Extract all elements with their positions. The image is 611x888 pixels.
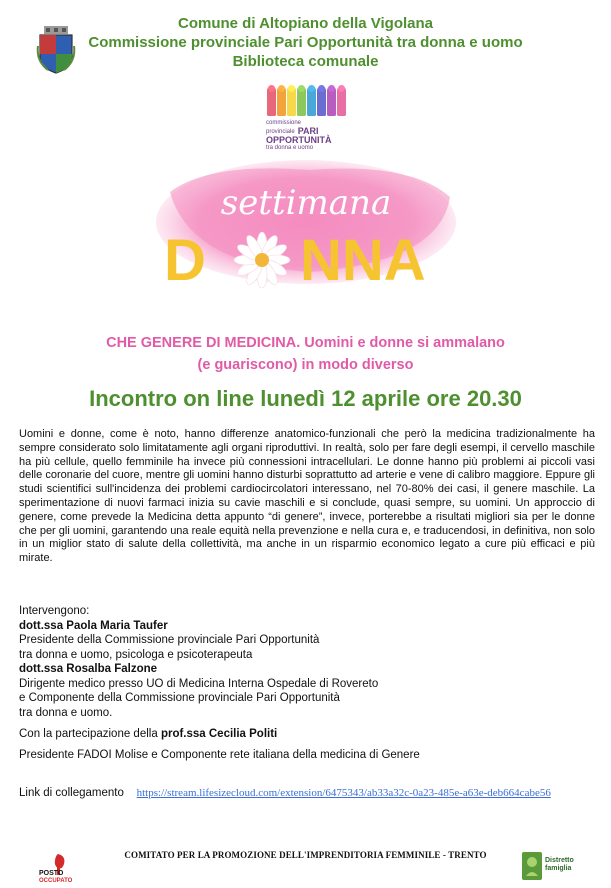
footer-committee: COMITATO PER LA PROMOZIONE DELL'IMPRENDITORIA FEMMINILE - TRENTO (124, 850, 487, 860)
header-library: Biblioteca comunale (232, 53, 379, 70)
speaker2-name: dott.ssa Rosalba Falzone (19, 663, 158, 675)
people-figures-icon (264, 86, 348, 118)
subtitle-line2: (e guariscono) in modo diverso (197, 357, 414, 373)
logo-word-opportunita: OPPORTUNITÀ (266, 135, 332, 145)
person-figure-icon (337, 86, 346, 116)
person-figure-icon (287, 86, 296, 116)
speaker1-name: dott.ssa Paola Maria Taufer (19, 619, 168, 632)
link-line (19, 786, 595, 801)
meeting-date-heading: Incontro on line lunedì 12 aprile ore 20.30 (89, 386, 522, 411)
link-label: Link di collegamento (19, 787, 124, 799)
speaker1-role-line1: Presidente della Commissione provinciale Pari Opportunità (19, 634, 320, 646)
person-figure-icon (267, 86, 276, 116)
participation-name: prof.ssa Cecilia Politi (160, 728, 278, 740)
header-commission: Commissione provinciale Pari Opportunità tra donna e uomo (88, 34, 523, 51)
person-figure-icon (307, 86, 316, 116)
participation-prefix: Con la partecipazione della (19, 728, 161, 740)
logo-line-commissione: commissione (266, 120, 302, 126)
participation-role: Presidente FADOI Molise e Componente rete italiana della medicina di Genere (19, 748, 420, 761)
person-figure-icon (317, 86, 326, 116)
subtitle-line1: CHE GENERE DI MEDICINA. Uomini e donne si ammalano (106, 335, 505, 351)
pari-opportunita-logo (264, 86, 348, 151)
speaker2-role-line2: e Componente della Commissione provinciale Pari Opportunità (19, 692, 340, 704)
participation-line (19, 727, 595, 742)
person-figure-icon (297, 86, 306, 116)
speakers-intro: Intervengono: (19, 605, 90, 617)
logo-line-provinciale: provinciale (266, 129, 295, 135)
speaker2-role-line1: Dirigente medico presso UO di Medicina Interna Ospedale di Rovereto (19, 677, 379, 690)
person-figure-icon (327, 86, 336, 116)
logo-line-tra: tra donna e uomo (266, 145, 314, 151)
body-paragraph: Uomini e donne, come è noto, hanno differenze anatomico-funzionali che però la medicina tradizionalmente ha sempre considerato solo limitatamente agli organi riproduttivi. In realtà, solo per fare degli esempi, il cervello maschile ha più cellule, quello femminile ha invece più connessioni intracellulari. Le donne hanno più problemi ai piccoli vasi delle coronarie del cuore, mentre gli uomini hanno disturbi soprattutto ad arterie e vene di calibro maggiore. Eppure gli studi scientifici sull'incidenza dei problemi cardiocircolatori interessano, nel 70-80% dei casi, il genere maschile. La sperimentazione di nuovi farmaci inizia su cavie maschili e si conclude, quasi sempre, su uomini. Un approccio di genere, come prevede la Medicina detta appunto “di genere”, invece, porterebbe a risultati migliori sia per le donne che per gli uomini, garantendo una reale equità nella prevenzione e nella cura e, e traducendosi, in definitiva, non solo in un miglior stato di salute della collettività, ma anche in un risparmio economico legato a cure più efficaci e più mirate. (19, 428, 595, 565)
person-figure-icon (277, 86, 286, 116)
distretto-famiglia-logo (522, 850, 580, 882)
header-municipality: Comune di Altopiano della Vigolana (177, 15, 434, 32)
logo-word-pari: PARI (297, 126, 319, 136)
famiglia-text: famiglia (545, 865, 572, 872)
banner-letter-d: D (164, 228, 206, 293)
settimana-donna-banner (150, 152, 462, 327)
distretto-text: Distretto (545, 857, 574, 864)
stream-link[interactable]: https://stream.lifesizecloud.com/extension/6475343/ab33a32c-0a23-485e-a63e-deb664cabe56 (136, 787, 551, 799)
occupato-text: OCCUPATO (39, 878, 72, 884)
header (0, 14, 611, 71)
subtitle (0, 332, 611, 376)
banner-word-settimana: settimana (220, 183, 392, 223)
speakers-section (19, 604, 595, 762)
banner-letters-nna: NNA (300, 228, 426, 293)
posto-text: POSTO (39, 870, 64, 877)
speaker1-role-line2: tra donna e uomo, psicologa e psicoterapeuta (19, 648, 253, 661)
speaker2-role-line3: tra donna e uomo. (19, 706, 113, 719)
